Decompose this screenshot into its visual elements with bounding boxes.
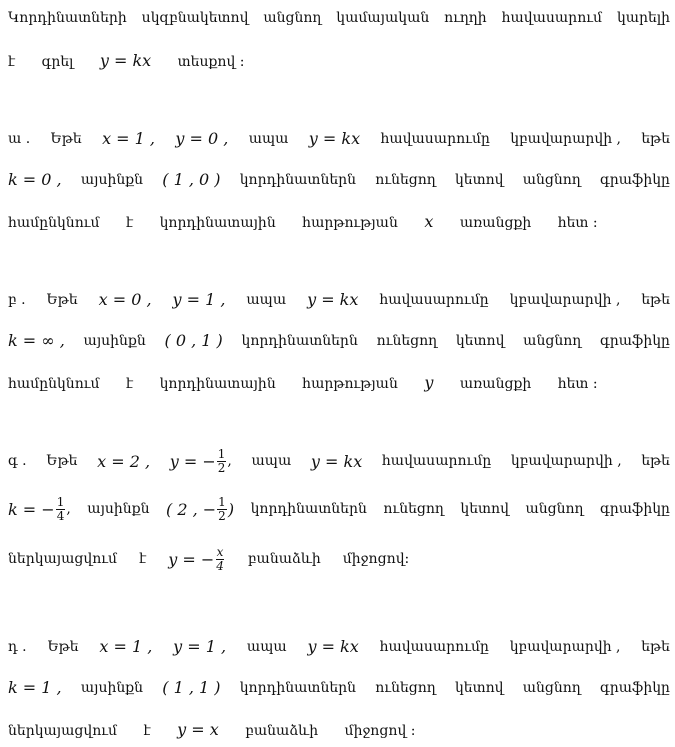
k-value: k = 1 ,: [8, 678, 62, 697]
intro-word: հավասարում: [501, 10, 603, 26]
word: համընկնում: [8, 376, 100, 392]
punct: ,: [227, 453, 232, 470]
word: համընկնում: [8, 215, 100, 231]
intro-word: Կորդինատների: [8, 10, 127, 26]
section-c-line-2: [8, 496, 670, 522]
axis-symbol: y: [424, 373, 434, 392]
fraction: [217, 448, 227, 474]
section-c-line-1: [8, 448, 670, 474]
punct: :: [410, 723, 416, 739]
word: հավասարումը: [380, 130, 490, 147]
intro-line-2: [8, 51, 670, 70]
word: առանցքի: [459, 376, 532, 392]
section-a-line-1: [8, 129, 670, 148]
word: կորդինատային: [159, 376, 276, 392]
word: կբավարարվի ,: [510, 453, 622, 470]
punct: :: [592, 215, 598, 231]
word: միջոցով: [344, 723, 407, 739]
word: ապա: [246, 291, 287, 308]
point-suffix: ): [227, 499, 235, 519]
point: ( 0 , 1 ): [164, 331, 223, 350]
formula: y = kx: [99, 51, 152, 70]
word: անցնող: [525, 501, 584, 518]
intro-word: ուղղի: [444, 10, 487, 26]
denominator: 2: [217, 460, 226, 475]
word: գրաֆիկը: [600, 679, 670, 696]
x-value: x = 1 ,: [102, 129, 156, 148]
word: հավասարումը: [379, 638, 489, 655]
punct: :: [404, 551, 410, 568]
numerator: 1: [56, 495, 65, 509]
word: հարթության: [302, 376, 398, 392]
word: եթե: [641, 453, 670, 470]
word: է: [126, 376, 134, 392]
word: կբավարարվի ,: [509, 291, 621, 308]
section-d-line-1: [8, 637, 670, 656]
word: եթե: [641, 638, 670, 655]
word: եթե: [641, 291, 670, 308]
section-c-line-3: [8, 546, 670, 572]
word: հավասարումը: [379, 291, 489, 308]
punct: ,: [66, 501, 71, 518]
word: Եթե: [47, 638, 79, 655]
word: կորդինատներն: [250, 501, 367, 518]
word: կետով: [460, 501, 509, 518]
formula: y = kx: [310, 451, 363, 471]
y-value: y = 1 ,: [172, 290, 226, 309]
word: կբավարարվի ,: [510, 130, 621, 147]
denominator: 4: [216, 558, 224, 573]
word: ունեցող: [375, 171, 436, 188]
numerator: 1: [218, 495, 226, 509]
word: անցնող: [522, 679, 581, 696]
y-prefix: y = −: [169, 451, 216, 471]
word: հետ: [557, 376, 589, 392]
k-value: [8, 496, 71, 522]
word: այսինքն: [80, 171, 144, 188]
formula: y = kx: [307, 637, 359, 656]
word: բանաձևի: [245, 723, 319, 739]
intro-line-1: [8, 10, 670, 26]
word: հետ: [557, 215, 589, 231]
punct: :: [239, 54, 245, 70]
denominator: 2: [218, 508, 226, 523]
point: [166, 496, 234, 522]
word: է: [126, 215, 134, 231]
axis-symbol: x: [424, 212, 434, 231]
intro-word: անցնող: [263, 10, 322, 26]
fraction: [217, 496, 227, 522]
word: կետով: [455, 332, 505, 349]
formula: y = kx: [308, 129, 361, 148]
y-value: y = 1 ,: [173, 637, 227, 656]
y-value: [170, 448, 232, 474]
word: այսինքն: [83, 332, 146, 349]
intro-word: է: [8, 54, 16, 70]
intro-word: սկզբնակետով: [141, 10, 249, 26]
intro-word: տեսքով: [177, 54, 236, 70]
word: հավասարումը: [381, 453, 492, 470]
word: գրաֆիկը: [600, 171, 670, 188]
word: կորդինատներն: [239, 171, 357, 188]
y-value: y = 0 ,: [175, 129, 229, 148]
k-value: k = ∞ ,: [8, 331, 65, 350]
word: հարթության: [302, 215, 398, 231]
section-marker: բ .: [8, 291, 26, 308]
x-value: x = 1 ,: [99, 637, 153, 656]
section-marker: ա .: [8, 130, 31, 147]
word: կորդինատներն: [239, 679, 357, 696]
word: կորդինատային: [159, 215, 276, 231]
word: անցնող: [522, 171, 581, 188]
word: եթե: [641, 130, 670, 147]
section-b-line-1: [8, 290, 670, 309]
intro-word: կարելի: [616, 10, 670, 26]
word: ապա: [251, 453, 292, 470]
intro-word: գրել: [41, 54, 74, 70]
line-3-row: [8, 546, 409, 572]
word: միջոցով: [342, 551, 405, 568]
point: ( 1 , 1 ): [162, 678, 221, 697]
point-prefix: ( 2 , −: [166, 499, 217, 519]
word: անցնող: [523, 332, 582, 349]
section-a-line-3: [8, 212, 670, 231]
word: ներկայացվում: [8, 723, 118, 739]
word: կետով: [455, 171, 504, 188]
section-b-line-3: [8, 373, 670, 392]
numerator: 1: [217, 447, 226, 461]
section-a-line-2: [8, 170, 670, 189]
word: Եթե: [50, 130, 82, 147]
formula: y = x: [177, 720, 219, 739]
fraction: [56, 496, 66, 522]
word: կորդինատներն: [241, 332, 358, 349]
word: ունեցող: [383, 501, 444, 518]
fraction: [215, 546, 225, 572]
word: ներկայացվում: [8, 551, 118, 568]
word: գրաֆիկը: [600, 501, 670, 518]
point: ( 1 , 0 ): [162, 170, 221, 189]
formula: y = kx: [307, 290, 359, 309]
word: կետով: [455, 679, 504, 696]
word: գրաֆիկը: [599, 332, 670, 349]
punct: :: [592, 376, 598, 392]
word: Եթե: [46, 453, 78, 470]
section-d-line-2: [8, 678, 670, 697]
intro-word: կամայական: [336, 10, 430, 26]
word: կբավարարվի ,: [509, 638, 621, 655]
k-prefix: k = −: [8, 499, 55, 519]
word: ունեցող: [376, 332, 438, 349]
word: Եթե: [46, 291, 78, 308]
k-value: k = 0 ,: [8, 170, 62, 189]
section-b-line-2: [8, 331, 670, 350]
denominator: 4: [56, 508, 65, 523]
word: բանաձևի: [247, 551, 321, 568]
word: է: [143, 723, 151, 739]
formula-prefix: y = −: [168, 549, 215, 569]
x-value: x = 0 ,: [98, 290, 152, 309]
word: առանցքի: [459, 215, 532, 231]
numerator: x: [216, 545, 224, 559]
word: այսինքն: [87, 501, 150, 518]
x-value: x = 2 ,: [97, 451, 151, 471]
section-d-line-3: [8, 720, 670, 739]
section-marker: դ .: [8, 638, 27, 655]
word: այսինքն: [80, 679, 144, 696]
word: ունեցող: [375, 679, 436, 696]
section-marker: գ .: [8, 453, 27, 470]
word: ապա: [248, 130, 289, 147]
word: ապա: [246, 638, 287, 655]
word: է: [139, 551, 147, 568]
